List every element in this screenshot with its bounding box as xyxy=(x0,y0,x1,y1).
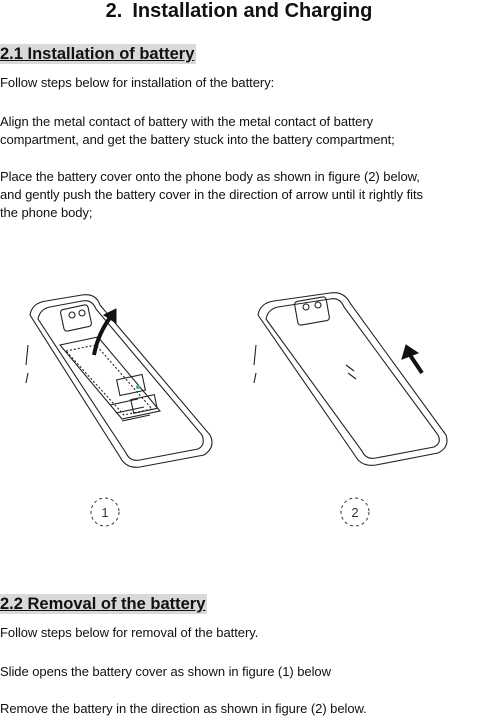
figure-1-label-circle xyxy=(88,495,122,529)
page-title xyxy=(0,0,478,22)
section-heading-removal: 2.2 Removal of the battery xyxy=(0,595,206,613)
removal-intro: Follow steps below for removal of the battery. xyxy=(0,625,259,640)
installation-step2-line2: and gently push the battery cover in the direction of arrow until it rightly fits xyxy=(0,187,424,202)
removal-step2: Remove the battery in the direction as shown in figure (2) below. xyxy=(0,701,367,716)
section-heading-installation: 2.1 Installation of battery xyxy=(0,45,195,63)
figure-2-label: 2 xyxy=(351,505,359,520)
chapter-title: Installation and Charging xyxy=(132,0,373,22)
figure-1-label: 1 xyxy=(101,505,109,520)
installation-step2-line3: the phone body; xyxy=(0,205,93,220)
figure-2-label-circle xyxy=(338,495,372,529)
chapter-number: 2. xyxy=(105,0,123,22)
installation-step1-line1: Align the metal contact of battery with the metal contact of battery xyxy=(0,114,374,129)
figure-1-battery-insert xyxy=(20,285,220,475)
installation-intro: Follow steps below for installation of the battery: xyxy=(0,75,275,90)
figure-2-cover-push xyxy=(250,285,455,475)
installation-step2-line1: Place the battery cover onto the phone body as shown in figure (2) below, xyxy=(0,169,420,184)
removal-step1: Slide opens the battery cover as shown in figure (1) below xyxy=(0,664,331,679)
installation-step1-line2: compartment, and get the battery stuck into the battery compartment; xyxy=(0,132,395,147)
